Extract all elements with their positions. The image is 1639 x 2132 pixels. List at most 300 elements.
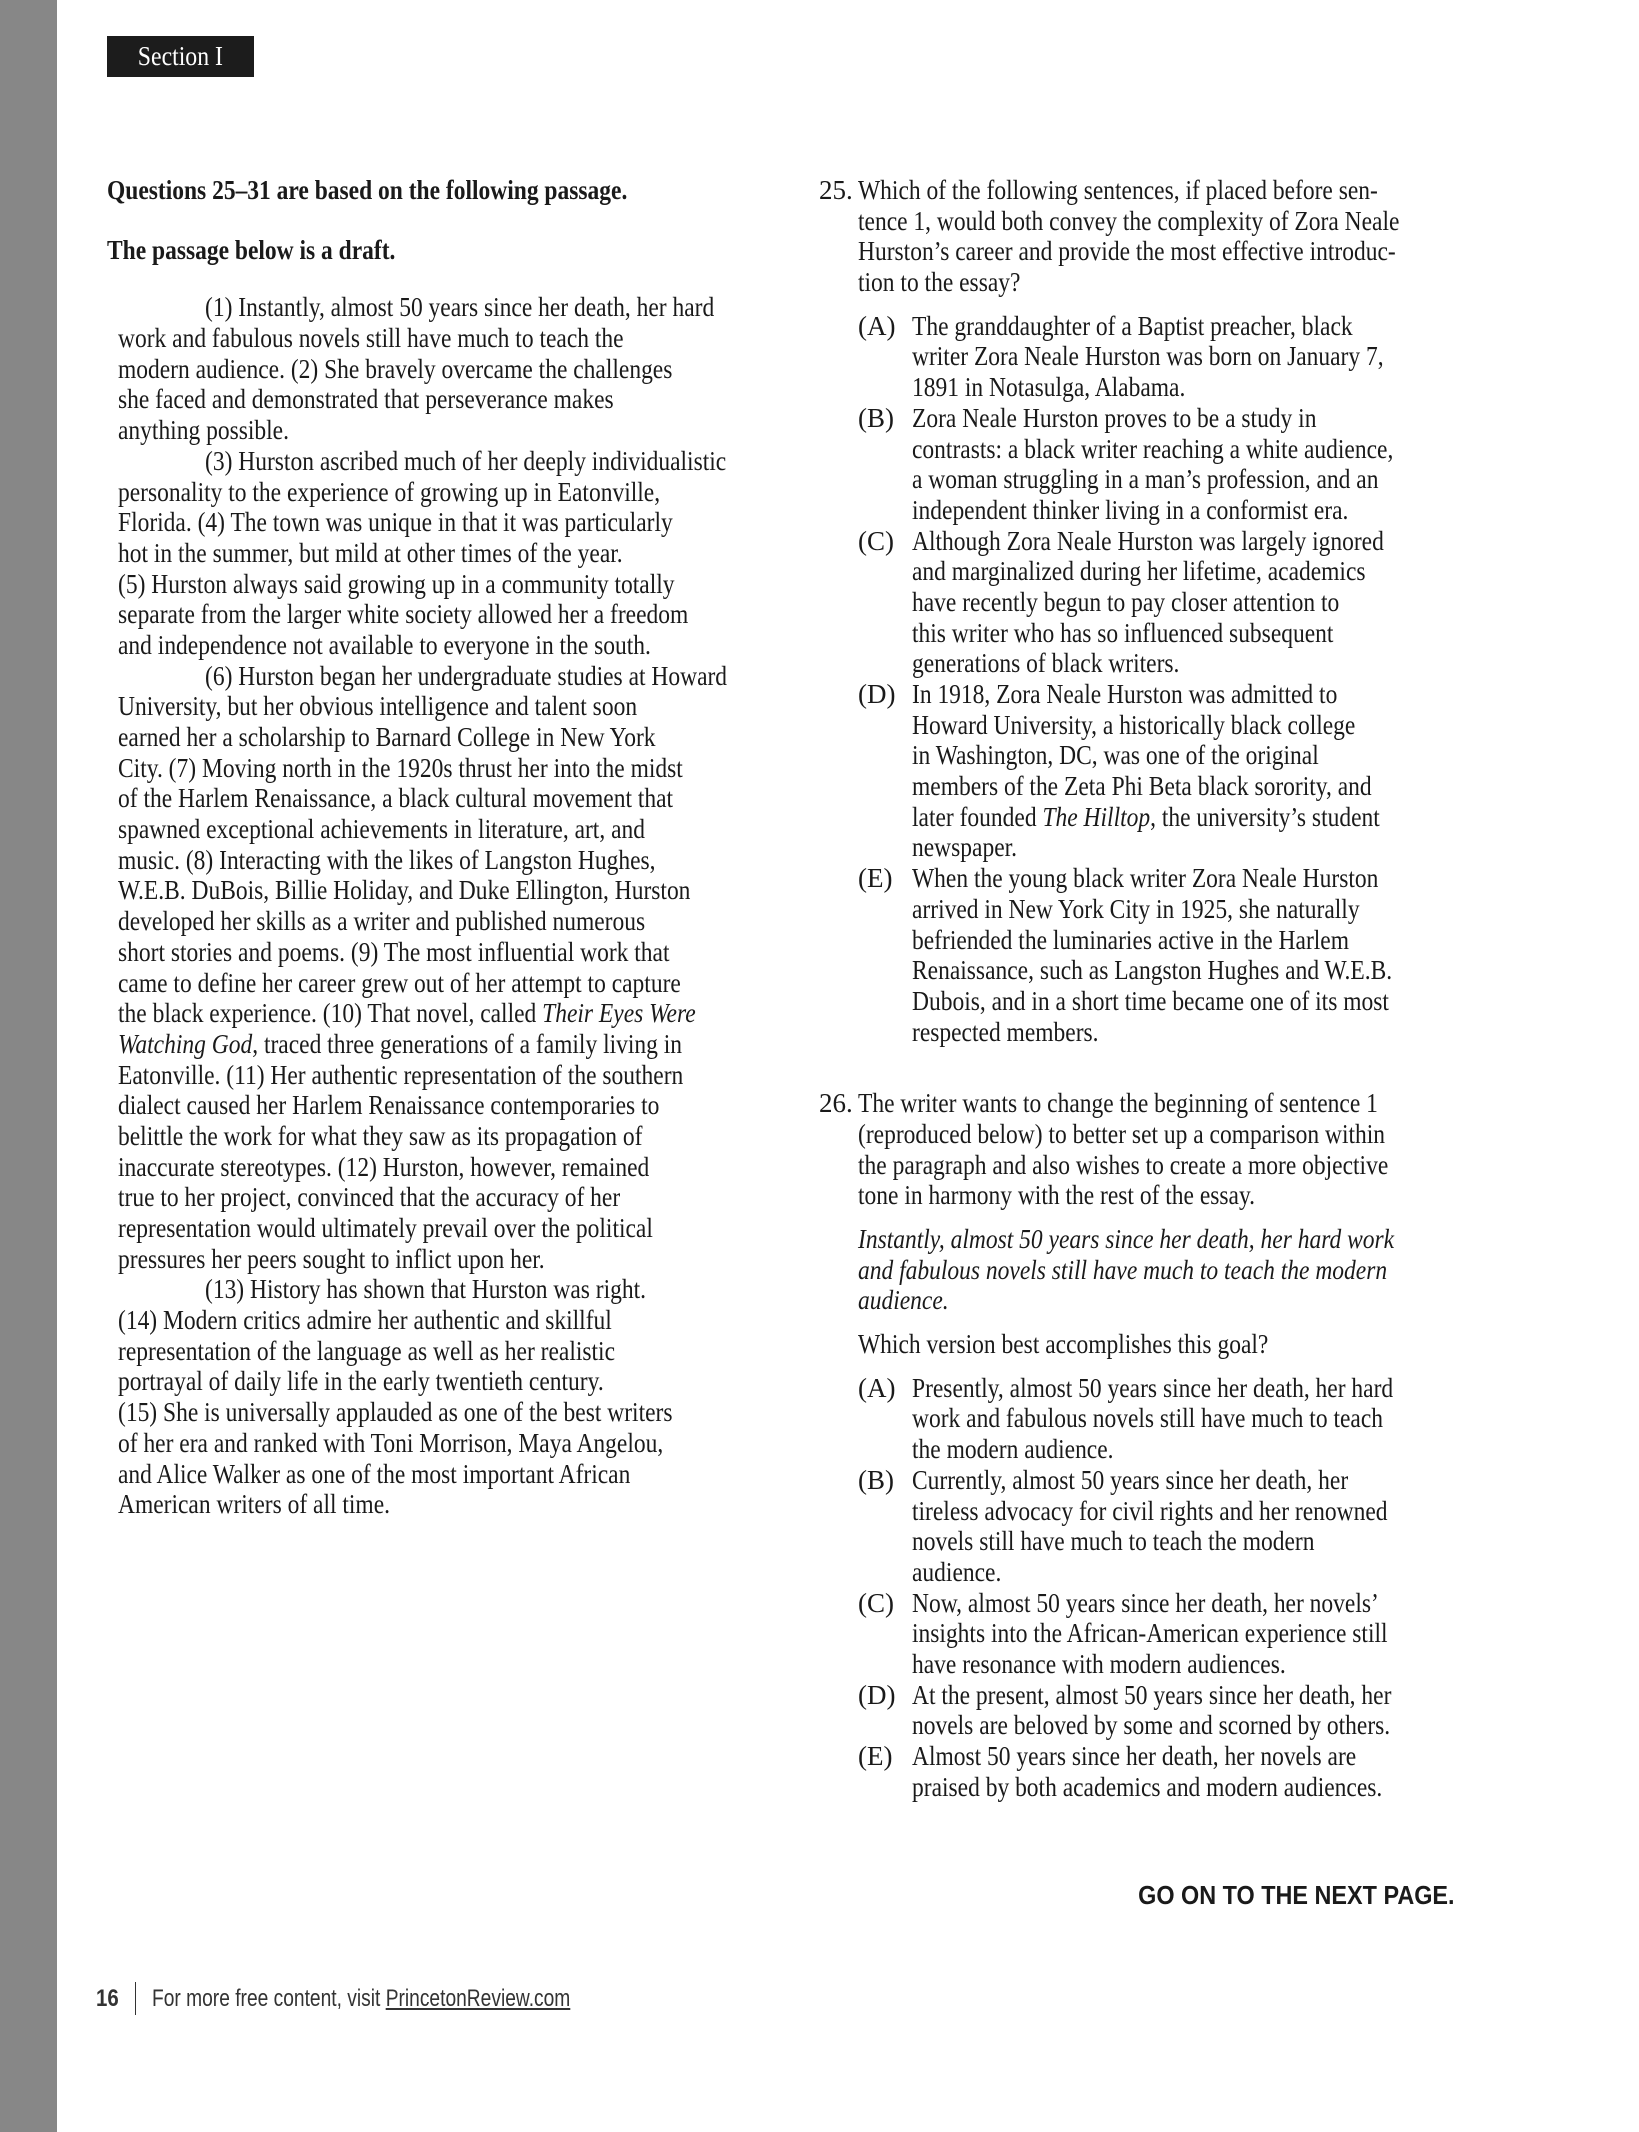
line-text: pressures her peers sought to inflict upon her. bbox=[118, 1243, 545, 1274]
line-text: befriended the luminaries active in the Harlem bbox=[912, 924, 1349, 955]
line-content bbox=[118, 1397, 672, 1428]
line-content bbox=[912, 710, 1355, 741]
text-line bbox=[858, 1329, 1519, 1360]
answer-option-a[interactable] bbox=[858, 1373, 1519, 1465]
option-text bbox=[912, 403, 1519, 526]
line-content bbox=[118, 477, 660, 508]
line-text: in Washington, DC, was one of the original bbox=[912, 740, 1319, 771]
line-content bbox=[912, 1373, 1393, 1404]
questions-column bbox=[819, 175, 1519, 1802]
line-text: and marginalized during her lifetime, academics bbox=[912, 556, 1366, 587]
line-text: insights into the African-American experience still bbox=[912, 1618, 1388, 1649]
line-content bbox=[912, 587, 1339, 618]
line-content bbox=[912, 311, 1353, 342]
line-text: earned her a scholarship to Barnard College in New York bbox=[118, 722, 656, 752]
line-text: she faced and demonstrated that perseverance makes bbox=[118, 384, 614, 415]
line-text: tion to the essay? bbox=[858, 267, 1021, 298]
line-text: tireless advocacy for civil rights and her renowned bbox=[912, 1495, 1388, 1526]
text-line bbox=[118, 1029, 747, 1060]
line-content bbox=[912, 863, 1378, 894]
line-content bbox=[912, 986, 1389, 1017]
line-content bbox=[118, 569, 675, 600]
line-content bbox=[912, 1557, 1001, 1588]
go-on-text: GO ON TO THE NEXT PAGE. bbox=[1138, 1880, 1455, 1910]
page-footer bbox=[94, 1982, 675, 2015]
page-gutter bbox=[0, 0, 57, 2132]
line-content bbox=[118, 630, 651, 661]
line-content bbox=[912, 832, 1017, 863]
line-content bbox=[118, 783, 673, 814]
text-line bbox=[118, 1397, 747, 1428]
text-line bbox=[912, 1017, 1519, 1048]
line-content bbox=[912, 495, 1348, 526]
line-text: hot in the summer, but mild at other times of the year. bbox=[118, 537, 623, 568]
line-content bbox=[118, 722, 656, 753]
line-content bbox=[912, 1017, 1099, 1048]
italic-text: Watching God bbox=[118, 1028, 253, 1059]
line-content bbox=[912, 1618, 1388, 1649]
line-content bbox=[118, 753, 683, 784]
text-line bbox=[118, 814, 747, 845]
text-line bbox=[912, 1434, 1519, 1465]
line-text: Currently, almost 50 years since her death, her bbox=[912, 1464, 1349, 1495]
line-text: spawned exceptional achievements in literature, art, and bbox=[118, 814, 646, 845]
go-on-notice bbox=[1103, 1880, 1455, 1911]
line-text: and independence not available to everyone in the south. bbox=[118, 629, 651, 660]
line-content bbox=[912, 955, 1392, 986]
text-line bbox=[118, 599, 747, 630]
line-text: separate from the larger white society allowed her a freedom bbox=[118, 599, 689, 630]
line-content bbox=[858, 1150, 1388, 1181]
line-text: The writer wants to change the beginning of sentence 1 bbox=[858, 1088, 1378, 1119]
footer-label: For more free content, visit bbox=[152, 1984, 386, 2012]
heading-text: Questions 25–31 are based on the following passage. bbox=[107, 175, 628, 205]
draft-note bbox=[107, 235, 747, 266]
line-text: independent thinker living in a conformist era. bbox=[912, 494, 1349, 525]
answer-option-c[interactable] bbox=[858, 526, 1519, 679]
line-text: (13) History has shown that Hurston was right. bbox=[205, 1274, 647, 1305]
line-content bbox=[912, 1588, 1379, 1619]
answer-option-c[interactable] bbox=[858, 1588, 1519, 1680]
line-content bbox=[912, 618, 1333, 649]
text-line bbox=[118, 1459, 747, 1490]
text-line bbox=[912, 434, 1519, 465]
line-content bbox=[118, 875, 690, 906]
line-text: tence 1, would both convey the complexity of Zora Neale bbox=[858, 205, 1400, 236]
text-line bbox=[118, 1213, 747, 1244]
line-text: the modern audience. bbox=[912, 1434, 1114, 1465]
footer-text bbox=[152, 1985, 570, 2013]
line-content bbox=[912, 1741, 1356, 1772]
italic-text: and fabulous novels still have much to teach the modern bbox=[858, 1254, 1388, 1285]
text-line bbox=[118, 1060, 747, 1091]
line-content bbox=[205, 292, 714, 323]
line-content bbox=[118, 507, 673, 538]
text-line bbox=[118, 1366, 747, 1397]
text-line bbox=[912, 526, 1519, 557]
text-line bbox=[118, 906, 747, 937]
line-text: At the present, almost 50 years since her death, her bbox=[912, 1679, 1392, 1710]
text-line bbox=[118, 845, 747, 876]
line-text: (3) Hurston ascribed much of her deeply individualistic bbox=[205, 445, 727, 476]
text-line bbox=[912, 495, 1519, 526]
text-line bbox=[118, 1152, 747, 1183]
question-body bbox=[858, 175, 1519, 1047]
line-text: personality to the experience of growing up in Eatonville, bbox=[118, 476, 661, 507]
line-content bbox=[118, 1029, 682, 1060]
text-line bbox=[912, 1618, 1519, 1649]
line-content bbox=[858, 1224, 1394, 1255]
text-line bbox=[912, 863, 1519, 894]
line-text: of the Harlem Renaissance, a black cultural movement that bbox=[118, 783, 674, 814]
line-text: this writer who has so influenced subsequent bbox=[912, 617, 1334, 648]
option-letter: (E) bbox=[858, 863, 893, 894]
option-letter: (E) bbox=[858, 1741, 893, 1771]
line-text: , traced three generations of a family living in bbox=[252, 1028, 683, 1059]
text-line bbox=[912, 894, 1519, 925]
line-content bbox=[912, 556, 1366, 587]
passage-column bbox=[107, 175, 747, 1520]
option-text bbox=[912, 1465, 1519, 1588]
text-line bbox=[118, 1121, 747, 1152]
draft-note-text: The passage below is a draft. bbox=[107, 234, 396, 265]
line-content bbox=[118, 1336, 615, 1367]
line-text: Howard University, a historically black college bbox=[912, 709, 1356, 740]
text-line bbox=[118, 1274, 747, 1305]
answer-option-e[interactable] bbox=[858, 1741, 1519, 1802]
text-line bbox=[858, 1255, 1519, 1286]
option-letter: (C) bbox=[858, 525, 894, 556]
line-text: representation would ultimately prevail over the political bbox=[118, 1213, 653, 1243]
page-number: 16 bbox=[96, 1984, 119, 2012]
option-letter: (B) bbox=[858, 402, 894, 433]
line-content bbox=[118, 415, 289, 446]
text-line bbox=[118, 937, 747, 968]
line-content bbox=[912, 1649, 1286, 1680]
line-content bbox=[118, 845, 656, 876]
text-line bbox=[912, 740, 1519, 771]
text-line bbox=[858, 1119, 1519, 1150]
text-line bbox=[118, 1182, 747, 1213]
text-line bbox=[912, 311, 1519, 342]
text-line bbox=[912, 1526, 1519, 1557]
line-text: (5) Hurston always said growing up in a community totally bbox=[118, 568, 675, 599]
line-content bbox=[118, 384, 614, 415]
line-text: work and fabulous novels still have much to teach bbox=[912, 1403, 1383, 1434]
line-content bbox=[205, 661, 727, 692]
text-line bbox=[118, 968, 747, 999]
option-text bbox=[912, 526, 1519, 679]
line-content bbox=[912, 1496, 1388, 1527]
text-line bbox=[118, 538, 747, 569]
text-line bbox=[912, 1557, 1519, 1588]
text-line bbox=[118, 323, 747, 354]
line-content bbox=[118, 998, 696, 1029]
line-content bbox=[912, 403, 1316, 434]
line-content bbox=[118, 1428, 663, 1459]
line-text: the paragraph and also wishes to create a more objective bbox=[858, 1149, 1389, 1180]
text-line bbox=[912, 1588, 1519, 1619]
text-line bbox=[912, 403, 1519, 434]
text-line bbox=[118, 446, 747, 477]
text-line bbox=[118, 1244, 747, 1275]
line-text: (15) She is universally applauded as one of the best writers bbox=[118, 1397, 673, 1428]
quoted-sentence bbox=[858, 1224, 1519, 1316]
text-line bbox=[118, 415, 747, 446]
line-content bbox=[912, 372, 1185, 403]
text-line bbox=[858, 236, 1519, 267]
line-text: The granddaughter of a Baptist preacher, black bbox=[912, 310, 1353, 341]
line-text: Renaissance, such as Langston Hughes and W.E.B. bbox=[912, 955, 1393, 986]
question-25 bbox=[819, 175, 1519, 1047]
section-badge bbox=[107, 36, 254, 77]
text-line bbox=[858, 1285, 1519, 1316]
line-text: contrasts: a black writer reaching a white audience, bbox=[912, 433, 1394, 464]
line-text: of her era and ranked with Toni Morrison, Maya Angelou, bbox=[118, 1427, 664, 1458]
line-content bbox=[118, 1366, 604, 1397]
text-line bbox=[858, 1224, 1519, 1255]
line-content bbox=[118, 1090, 659, 1121]
text-line bbox=[912, 618, 1519, 649]
text-line bbox=[118, 507, 747, 538]
line-content bbox=[118, 691, 637, 722]
line-content bbox=[205, 1274, 646, 1305]
line-content bbox=[912, 1434, 1114, 1465]
question-stem bbox=[858, 1088, 1519, 1211]
text-line bbox=[858, 267, 1519, 298]
text-line bbox=[912, 1680, 1519, 1711]
line-text: W.E.B. DuBois, Billie Holiday, and Duke Ellington, Hurston bbox=[118, 875, 691, 906]
text-line bbox=[912, 587, 1519, 618]
line-text: audience. bbox=[912, 1556, 1002, 1587]
line-text: writer Zora Neale Hurston was born on January 7, bbox=[912, 341, 1384, 372]
line-text: anything possible. bbox=[118, 415, 289, 446]
question-number: 25. bbox=[819, 175, 853, 205]
text-line bbox=[912, 1403, 1519, 1434]
text-line bbox=[118, 1428, 747, 1459]
italic-text: Their Eyes Were bbox=[542, 998, 696, 1029]
text-line bbox=[118, 569, 747, 600]
line-content bbox=[118, 599, 688, 630]
question-number: 26. bbox=[819, 1088, 853, 1119]
line-text: short stories and poems. (9) The most influential work that bbox=[118, 936, 670, 967]
line-text: later founded bbox=[912, 801, 1043, 832]
text-line bbox=[118, 477, 747, 508]
text-line bbox=[912, 1710, 1519, 1741]
line-text: Which version best accomplishes this goal? bbox=[858, 1329, 1269, 1360]
text-line bbox=[912, 802, 1519, 833]
line-content bbox=[118, 538, 623, 569]
option-text bbox=[912, 1588, 1519, 1680]
answer-option-d[interactable] bbox=[858, 1680, 1519, 1741]
text-line bbox=[912, 1373, 1519, 1404]
text-line bbox=[118, 630, 747, 661]
line-content bbox=[912, 1710, 1390, 1741]
line-text: novels are beloved by some and scorned by others. bbox=[912, 1710, 1391, 1741]
line-content bbox=[118, 906, 645, 937]
line-content bbox=[858, 236, 1396, 267]
line-content bbox=[858, 1180, 1255, 1211]
line-content bbox=[858, 267, 1020, 298]
text-line bbox=[912, 771, 1519, 802]
line-content bbox=[118, 1213, 653, 1244]
line-content bbox=[858, 1329, 1268, 1360]
text-line bbox=[118, 1489, 747, 1520]
line-content bbox=[912, 894, 1360, 925]
line-text: generations of black writers. bbox=[912, 648, 1180, 679]
answer-option-a[interactable] bbox=[858, 311, 1519, 403]
line-text: the black experience. (10) That novel, called bbox=[118, 998, 543, 1029]
line-content bbox=[118, 1489, 390, 1520]
option-text bbox=[912, 679, 1519, 863]
text-line bbox=[118, 292, 747, 323]
text-line bbox=[858, 175, 1519, 206]
line-content bbox=[858, 175, 1378, 206]
option-letter: (B) bbox=[858, 1464, 894, 1495]
text-line bbox=[118, 1305, 747, 1336]
line-text: respected members. bbox=[912, 1016, 1099, 1047]
text-line bbox=[118, 783, 747, 814]
text-line bbox=[118, 661, 747, 692]
line-content bbox=[912, 1772, 1382, 1803]
line-content bbox=[858, 206, 1399, 237]
option-text bbox=[912, 1741, 1519, 1802]
passage-text bbox=[107, 292, 747, 1520]
question-body bbox=[858, 1088, 1519, 1802]
italic-text: audience. bbox=[858, 1285, 949, 1316]
line-text: members of the Zeta Phi Beta black sorority, and bbox=[912, 771, 1372, 802]
option-text bbox=[912, 1373, 1519, 1465]
text-line bbox=[118, 875, 747, 906]
text-line bbox=[912, 1741, 1519, 1772]
option-text bbox=[912, 1680, 1519, 1741]
line-text: Florida. (4) The town was unique in that it was particularly bbox=[118, 507, 673, 538]
answer-option-d[interactable] bbox=[858, 679, 1519, 863]
answer-option-b[interactable] bbox=[858, 1465, 1519, 1588]
line-text: and Alice Walker as one of the most important African bbox=[118, 1458, 631, 1489]
line-text: work and fabulous novels still have much to teach the bbox=[118, 323, 624, 354]
line-text: Dubois, and in a short time became one of its most bbox=[912, 985, 1389, 1016]
option-text bbox=[912, 863, 1519, 1047]
line-text: Now, almost 50 years since her death, her novels’ bbox=[912, 1587, 1379, 1618]
passage-heading bbox=[107, 175, 747, 206]
line-content bbox=[118, 1060, 683, 1091]
line-content bbox=[118, 1182, 620, 1213]
line-content bbox=[912, 1526, 1314, 1557]
option-letter: (D) bbox=[858, 1679, 896, 1710]
text-line bbox=[118, 691, 747, 722]
line-text: Presently, almost 50 years since her death, her hard bbox=[912, 1372, 1394, 1403]
text-line bbox=[912, 372, 1519, 403]
line-text: have resonance with modern audiences. bbox=[912, 1648, 1286, 1679]
line-text: true to her project, convinced that the accuracy of her bbox=[118, 1182, 621, 1213]
line-content bbox=[118, 937, 669, 968]
text-line bbox=[912, 1496, 1519, 1527]
text-line bbox=[858, 1180, 1519, 1211]
line-text: Which of the following sentences, if placed before sen- bbox=[858, 175, 1378, 205]
footer-divider bbox=[135, 1982, 137, 2015]
line-text: (6) Hurston began her undergraduate studies at Howard bbox=[205, 660, 728, 691]
line-content bbox=[118, 354, 672, 385]
line-content bbox=[118, 1459, 630, 1490]
line-content bbox=[912, 648, 1179, 679]
line-content bbox=[118, 1121, 642, 1152]
section-badge-label: Section I bbox=[137, 41, 224, 71]
text-line bbox=[912, 925, 1519, 956]
line-text: arrived in New York City in 1925, she naturally bbox=[912, 893, 1360, 924]
text-line bbox=[118, 722, 747, 753]
line-text: (14) Modern critics admire her authentic and skillful bbox=[118, 1305, 612, 1336]
text-line bbox=[858, 1150, 1519, 1181]
answer-option-e[interactable] bbox=[858, 863, 1519, 1047]
option-letter: (A) bbox=[858, 1372, 896, 1403]
line-content bbox=[858, 1255, 1387, 1286]
line-content bbox=[912, 1680, 1391, 1711]
text-line bbox=[912, 679, 1519, 710]
line-content bbox=[912, 740, 1319, 771]
text-line bbox=[912, 556, 1519, 587]
line-text: have recently begun to pay closer attention to bbox=[912, 586, 1340, 617]
line-content bbox=[118, 1305, 612, 1336]
text-line bbox=[912, 986, 1519, 1017]
line-text: inaccurate stereotypes. (12) Hurston, however, remained bbox=[118, 1151, 650, 1182]
line-text: Zora Neale Hurston proves to be a study in bbox=[912, 402, 1317, 433]
question-prompt bbox=[858, 1329, 1519, 1360]
line-text: novels still have much to teach the modern bbox=[912, 1526, 1315, 1557]
line-text: Hurston’s career and provide the most effective introduc- bbox=[858, 236, 1396, 267]
line-content bbox=[858, 1088, 1378, 1119]
text-line bbox=[118, 998, 747, 1029]
line-content bbox=[118, 814, 645, 845]
line-text: praised by both academics and modern audiences. bbox=[912, 1771, 1383, 1802]
line-text: University, but her obvious intelligence and talent soon bbox=[118, 691, 638, 722]
princeton-review-link[interactable]: PrincetonReview.com bbox=[385, 1984, 571, 2012]
line-text: dialect caused her Harlem Renaissance contemporaries to bbox=[118, 1090, 660, 1121]
line-content bbox=[205, 446, 726, 477]
text-line bbox=[118, 1336, 747, 1367]
text-line bbox=[858, 1088, 1519, 1119]
line-content bbox=[912, 434, 1393, 465]
line-text: came to define her career grew out of her attempt to capture bbox=[118, 967, 681, 998]
line-content bbox=[118, 968, 681, 999]
line-text: City. (7) Moving north in the 1920s thrust her into the midst bbox=[118, 752, 683, 783]
option-letter: (C) bbox=[858, 1587, 894, 1618]
line-text: , the university’s student bbox=[1150, 801, 1380, 832]
question-stem bbox=[858, 175, 1519, 298]
answer-option-b[interactable] bbox=[858, 403, 1519, 526]
option-letter: (A) bbox=[858, 310, 896, 341]
text-line bbox=[912, 1649, 1519, 1680]
line-content bbox=[912, 1403, 1383, 1434]
line-content bbox=[118, 1244, 545, 1275]
line-text: tone in harmony with the rest of the essay. bbox=[858, 1180, 1256, 1211]
line-content bbox=[912, 526, 1384, 557]
line-content bbox=[858, 1285, 949, 1316]
line-content bbox=[118, 323, 624, 354]
text-line bbox=[118, 384, 747, 415]
line-content bbox=[858, 1119, 1385, 1150]
line-text: a woman struggling in a man’s profession, and an bbox=[912, 464, 1379, 495]
text-line bbox=[912, 1772, 1519, 1803]
line-text: representation of the language as well as her realistic bbox=[118, 1335, 616, 1366]
text-line bbox=[912, 341, 1519, 372]
line-text: Almost 50 years since her death, her novels are bbox=[912, 1741, 1357, 1771]
text-line bbox=[912, 955, 1519, 986]
italic-text: Instantly, almost 50 years since her death, her hard work bbox=[858, 1224, 1395, 1254]
line-content bbox=[912, 341, 1384, 372]
line-text: newspaper. bbox=[912, 832, 1018, 863]
line-content bbox=[912, 679, 1337, 710]
